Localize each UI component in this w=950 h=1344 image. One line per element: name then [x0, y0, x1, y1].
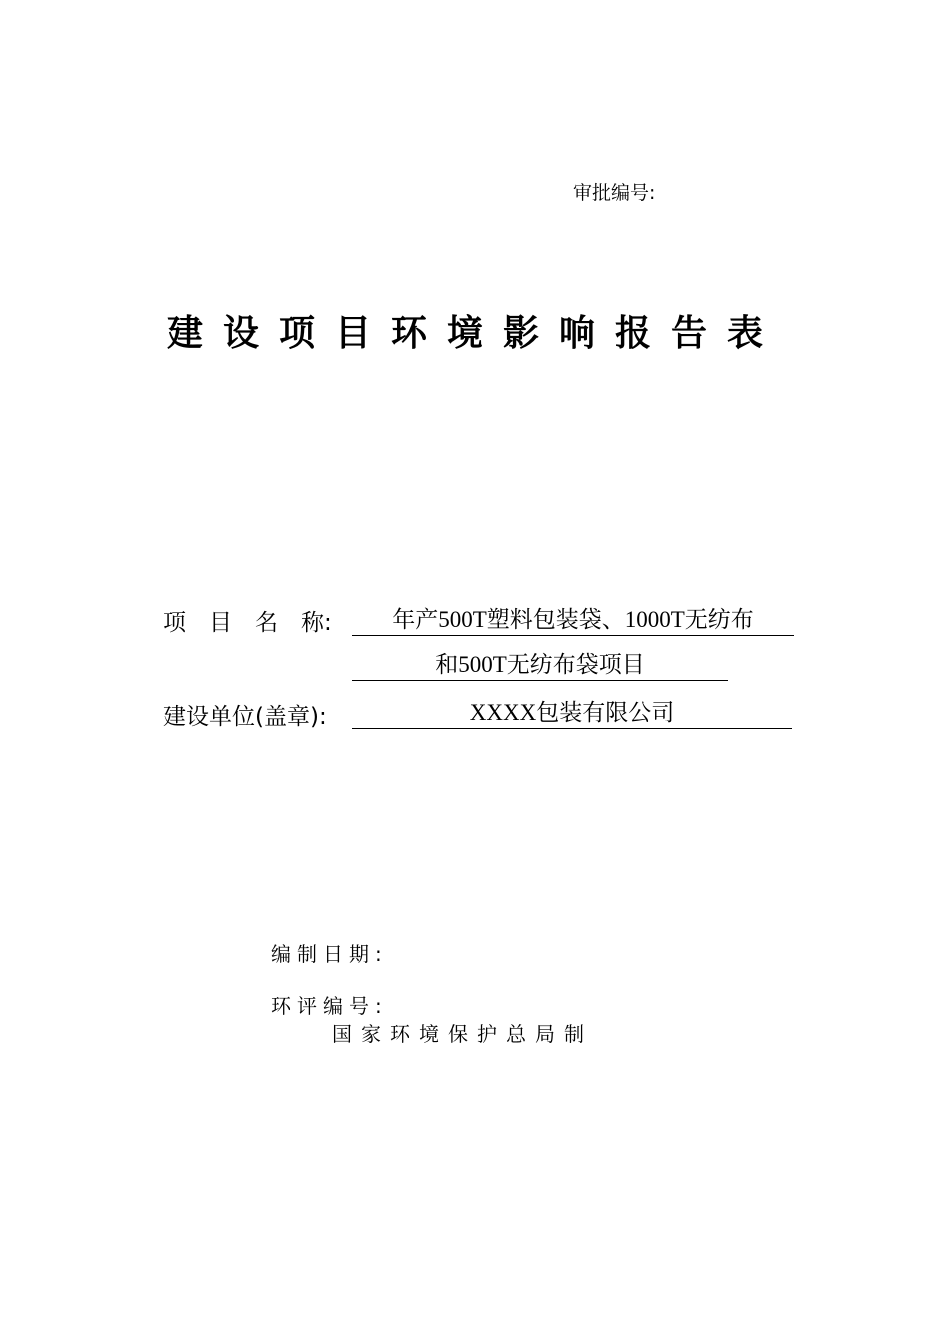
approval-number-label: 审批编号: — [573, 182, 656, 204]
eia-number-label: 环评编号: — [271, 994, 388, 1018]
compile-date-label: 编制日期: — [271, 942, 388, 966]
construction-unit-value: XXXX包装有限公司 — [352, 698, 792, 729]
project-name-label: 项 目 名 称: — [163, 610, 332, 636]
project-name-line2: 和500T无纺布袋项目 — [352, 650, 728, 681]
issuer-text: 国家环境保护总局制 — [332, 1022, 593, 1046]
construction-unit-label: 建设单位(盖章): — [163, 704, 327, 730]
page-title: 建设项目环境影响报告表 — [166, 313, 783, 354]
project-name-line1: 年产500T塑料包装袋、1000T无纺布 — [352, 605, 794, 636]
